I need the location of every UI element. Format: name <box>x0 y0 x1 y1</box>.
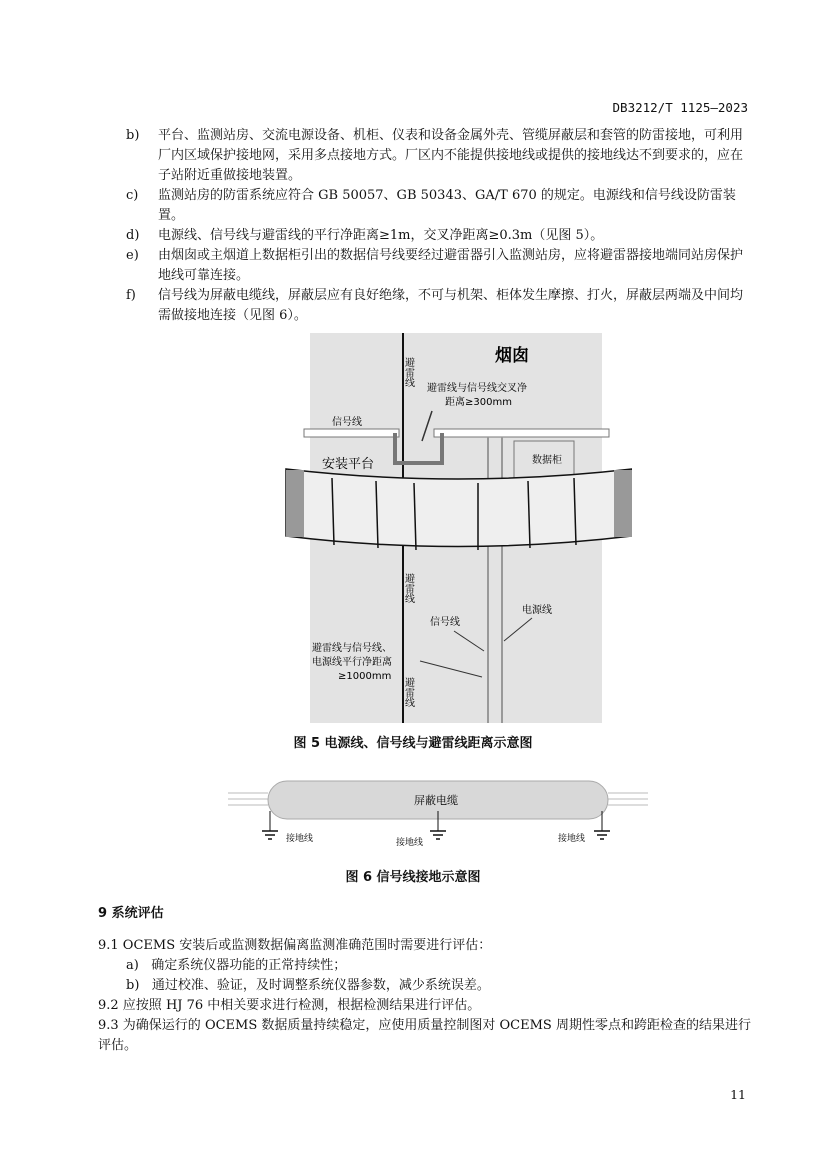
platform-band <box>286 469 632 547</box>
list-text: 通过校准、验证，及时调整系统仪器参数，减少系统误差。 <box>151 978 490 993</box>
list-item-e <box>126 246 752 286</box>
ground-right-label: 接地线 <box>558 834 586 844</box>
lightning-rod-label: 避雷线 <box>402 357 414 387</box>
parallel-distance-label-1: 避雷线与信号线、 <box>312 643 392 654</box>
list-label: f) <box>126 288 136 303</box>
list-item-f <box>126 286 752 326</box>
standard-code: DB3212/T 1125—2023 <box>612 100 748 115</box>
cross-distance-label-1: 避雷线与信号线交叉净 <box>427 383 527 394</box>
signal-line-left <box>304 429 399 437</box>
parallel-distance-label-3: ≥1000mm <box>338 671 392 682</box>
platform-right-edge <box>614 470 632 537</box>
list-label: d) <box>126 228 140 243</box>
list-text: 电源线、信号线与避雷线的平行净距离≥1m，交叉净距离≥0.3m（见图 5）。 <box>158 228 604 243</box>
platform-label: 安装平台 <box>322 457 375 472</box>
figure-6-caption: 图 6 信号线接地示意图 <box>345 870 481 885</box>
lightning-rod-label-2: 避雷线 <box>402 573 414 603</box>
signal-line-label-2: 信号线 <box>430 617 460 628</box>
cross-distance-label-2: 距离≥300mm <box>445 397 512 408</box>
list-text: 由烟囱或主烟道上数据柜引出的数据信号线要经过避雷器引入监测站房，应将避雷器接地端同站房保护地线可靠连接。 <box>158 248 744 283</box>
ground-mid-label: 接地线 <box>396 838 424 848</box>
section-9-heading: 9 系统评估 <box>98 906 164 921</box>
list-item-d <box>126 226 752 246</box>
page-number: 11 <box>730 1087 746 1102</box>
lightning-protection-list <box>126 126 752 326</box>
clause-9-2: 9.2 应按照 HJ 76 中相关要求进行检测，根据检测结果进行评估。 <box>98 998 481 1013</box>
shielded-cable-label: 屏蔽电缆 <box>414 794 458 807</box>
figure-5-caption: 图 5 电源线、信号线与避雷线距离示意图 <box>293 736 533 751</box>
list-label: a) <box>126 958 139 973</box>
clause-9-1-b <box>126 976 490 996</box>
clause-9-1-a <box>126 956 346 976</box>
signal-line-right <box>434 429 609 437</box>
list-label: b) <box>126 128 140 143</box>
list-label: e) <box>126 248 139 263</box>
clause-9-1: 9.1 OCEMS 安装后或监测数据偏离监测准确范围时需要进行评估： <box>98 938 492 953</box>
ground-left-label: 接地线 <box>286 834 314 844</box>
lightning-rod-label-3: 避雷线 <box>402 677 414 707</box>
list-label: b) <box>126 978 140 993</box>
list-text: 确定系统仪器功能的正常持续性； <box>151 958 347 973</box>
platform-left-edge <box>286 470 304 537</box>
chimney-label: 烟囱 <box>495 346 529 366</box>
power-line-label: 电源线 <box>522 605 552 616</box>
list-text: 信号线为屏蔽电缆线，屏蔽层应有良好绝缘，不可与机架、柜体发生摩擦、打火，屏蔽层两端及中间均需做接地连接（见图 6）。 <box>158 288 744 323</box>
figure-5-diagram <box>282 333 632 723</box>
list-item-b <box>126 126 752 186</box>
list-item-c <box>126 186 752 226</box>
figure-6-diagram <box>228 771 648 863</box>
list-text: 平台、监测站房、交流电源设备、机柜、仪表和设备金属外壳、管缆屏蔽层和套管的防雷接地，可利用厂内区域保护接地网，采用多点接地方式。厂区内不能提供接地线或提供的接地线达不到要求的，应在子站附近重做接地装置。 <box>158 128 744 183</box>
parallel-distance-label-2: 电源线平行净距离 <box>312 657 392 668</box>
list-label: c) <box>126 188 139 203</box>
signal-line-label: 信号线 <box>332 417 362 428</box>
clause-9-3: 9.3 为确保运行的 OCEMS 数据质量持续稳定，应使用质量控制图对 OCEMS 周期性零点和跨距检查的结果进行评估。 <box>98 1018 751 1053</box>
data-cabinet-label: 数据柜 <box>532 455 562 466</box>
list-text: 监测站房的防雷系统应符合 GB 50057、GB 50343、GA/T 670 的规定。电源线和信号线设防雷装置。 <box>158 188 736 223</box>
